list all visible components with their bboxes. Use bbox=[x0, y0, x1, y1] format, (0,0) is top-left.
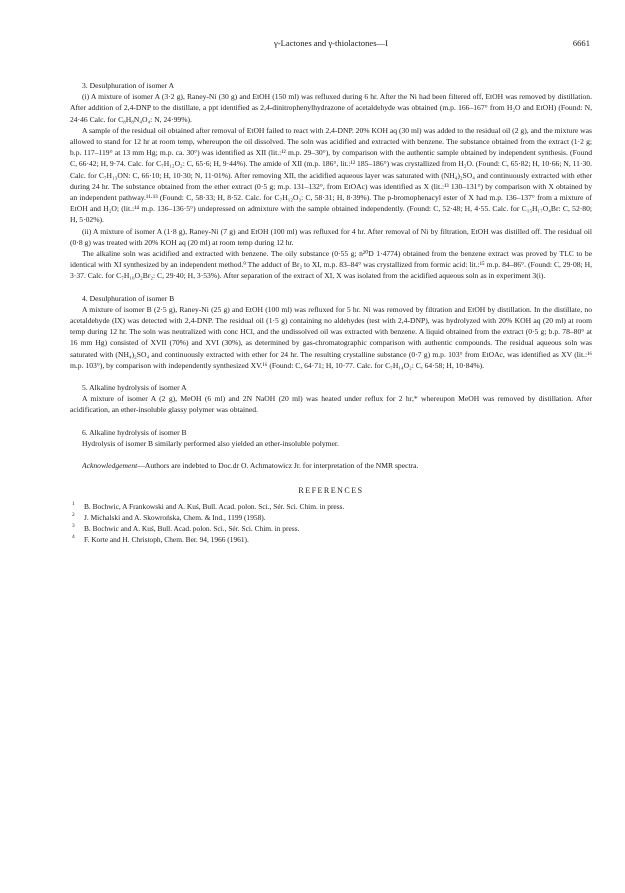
section-heading-6: 6. Alkaline hydrolysis of isomer B bbox=[82, 427, 187, 437]
acknowledgement-text: —Authors are indebted to Doc.dr O. Achmatowicz Jr. for interpretation of the NMR spectra. bbox=[137, 461, 419, 471]
paper-page bbox=[70, 38, 592, 545]
acknowledgement-label: Acknowledgement bbox=[82, 461, 138, 471]
reference-number: 1 bbox=[72, 500, 75, 507]
reference-item bbox=[70, 512, 592, 523]
spacer bbox=[70, 416, 592, 427]
article-body bbox=[70, 80, 592, 545]
reference-item bbox=[70, 501, 592, 512]
paragraph-6: Hydrolysis of isomer B similarly performed also yielded an ether-insoluble polymer. bbox=[82, 438, 339, 448]
spacer bbox=[70, 449, 592, 460]
reference-text: J. Michalski and A. Skowrońska, Chem. & Ind., 1199 (1958). bbox=[84, 512, 266, 522]
reference-item bbox=[70, 534, 592, 545]
reference-text: F. Korte and H. Christoph, Chem. Ber. 94, 1966 (1961). bbox=[84, 534, 249, 544]
spacer bbox=[70, 371, 592, 382]
reference-text: B. Bochwic, A Frankowski and A. Kuś, Bull. Acad. polon. Sci., Sér. Sci. Chim. in press. bbox=[84, 501, 345, 511]
section-heading-5: 5. Alkaline hydrolysis of isomer A bbox=[82, 383, 187, 393]
paragraph-3-ii: (ii) A mixture of isomer A (1·8 g), Raney-Ni (7 g) and EtOH (100 ml) was refluxed for 4 hr. After removal of Ni by filtration, EtOH was distilled off. The residual oil (0·8 g) was treated with 20% KOH aq (20 ml) at room temp during 12 hr. bbox=[70, 226, 592, 247]
paragraph-3-i: (i) A mixture of isomer A (3·2 g), Raney-Ni (30 g) and EtOH (150 ml) was refluxed during 6 hr. After the Ni had been filtered off, EtOH was removed by distillation. After addition of 2,4-DNP to the distillate, a ppt identified as 2,4-dinitrophenylhydrazone of acetaldehyde was obtained (m.p. 166–167° from H₂O and EtOH) (Found: N, 24·46 Calc. for C₈H₈N₄O₄: N, 24·99%). bbox=[70, 92, 592, 124]
paragraph-3-sample: A sample of the residual oil obtained after removal of EtOH failed to react with 2,4-DNP. 20% KOH aq (30 ml) was added to the residual oil (2 g), and the mixture was allowed to stand for 12 hr at room temp, whereupon the oil dissolved. The soln was acidified and extracted with benzene. The substance obtained from the extract (1·2 g; b.p. 117–119° at 13 mm Hg; m.p. ca. 30°) was identified as XII (lit.:¹² m.p. 29–30°), by comparison with the authentic sample obtained by independent synthesis. (Found C, 66·42; H, 9·74. Calc. for C₇H₁₂O₂: C, 65·6; H, 9·44%). The amide of XII (m.p. 186°, lit.:¹² 185–186°) was crystallized from H₂O. (Found: C, 65·82; H, 10·66; N, 11·30. Calc. for C₇H₁₃ON: C, 66·10; H, 10·30; N, 11·01%). After removing XII, the acidified aqueous layer was saturated with (NH₄)₂SO₄ and continuously extracted with ether during 24 hr. The substance obtained from the ether extract (0·5 g; m.p. 131–132°, from EtOAc) was identified as X (lit.:¹³ 130–131°) by comparison with X obtained by an independent pathway.¹¹·¹³ (Found: C, 58·33; H, 8·52. Calc. for C₇H₁₂O₃: C, 58·31; H, 8·39%). The p-bromophenacyl ester of X had m.p. 136–137° from a mixture of EtOH and H₂O; (lit.:¹⁴ m.p. 136–136·5°) undepressed on admixture with the sample obtained independently. (Found: C, 52·48; H, 4·55. Calc. for C₁₅H₁₇O₄Br: C, 52·80; H, 5·02%). bbox=[70, 125, 592, 225]
acknowledgement bbox=[70, 460, 592, 471]
section-heading-3: 3. Desulphuration of isomer A bbox=[82, 81, 175, 90]
reference-item bbox=[70, 523, 592, 534]
references-title: REFERENCES bbox=[298, 486, 364, 496]
paragraph-4: A mixture of isomer B (2·5 g), Raney-Ni (25 g) and EtOH (100 ml) was refluxed for 5 hr. Ni was removed by filtration and EtOH by distillation. In the distillate, no acetaldehyde (IX) was detected with 2,4-DNP. The residual oil (1·5 g) containing no aldehydes (test with 2,4-DNP), was hydrolyzed with 20% KOH aq (20 ml) at room temp during 12 hr. The soln was neutralized with conc HCl, and the undissolved oil was extracted with benzene. A liquid obtained from the extract (0·5 g; b.p. 78–80° at 16 mm Hg) consisted of XVII (70%) and XVI (30%), as determined by gas-chromatographic comparison with authentic compounds. The residual aqueous soln was saturated with (NH₄)₂SO₄ and continuously extracted with ether for 24 hr. The resulting crystalline substance (0·7 g) m.p. 103° from EtOAc, was identified as XV (lit.:¹⁶ m.p. 103°), by comparison with independently synthesized XV.¹⁶ (Found: C, 64·71; H, 10·77. Calc. for C₇H₁₄O₂: C, 64·58; H, 10·84%). bbox=[70, 304, 592, 370]
reference-number: 3 bbox=[72, 522, 75, 529]
page-number: 6661 bbox=[572, 38, 590, 48]
reference-number: 2 bbox=[72, 511, 75, 518]
running-title: γ-Lactones and γ-thiolactones—I bbox=[273, 38, 389, 48]
reference-text: B. Bochwic and A. Kuś, Bull. Acad. polon. Sci., Sér. Sci. Chim. in press. bbox=[84, 523, 300, 533]
section-heading-4: 4. Desulphuration of isomer B bbox=[82, 293, 175, 303]
reference-list bbox=[70, 501, 592, 545]
paragraph-3-alkaline: The alkaline soln was acidified and extracted with benzene. The oily substance (0·55 g; n²⁰D 1·4774) obtained from the benzene extract was proved by TLC to be identical with XI synthesized by an independent method.⁹ The adduct of Br₂ to XI, m.p. 83–84° was crystallized from formic acid: lit.:¹⁵ m.p. 84–86°. (Found: C, 29·08; H, 3·37. Calc. for C₇H₁₀O₂Br₂: C, 29·40; H, 3·53%). After separation of the extract of XI, X was isolated from the acidified aqueous soln as in experiment 3(i). bbox=[70, 249, 592, 281]
spacer bbox=[70, 282, 592, 293]
reference-number: 4 bbox=[72, 533, 75, 540]
paragraph-5: A mixture of isomer A (2 g), MeOH (6 ml) and 2N NaOH (20 ml) was heated under reflux for 2 hr,* whereupon MeOH was removed by distillation. After acidification, an ether-insoluble glassy polymer was obtained. bbox=[70, 394, 592, 415]
running-header bbox=[70, 38, 592, 52]
